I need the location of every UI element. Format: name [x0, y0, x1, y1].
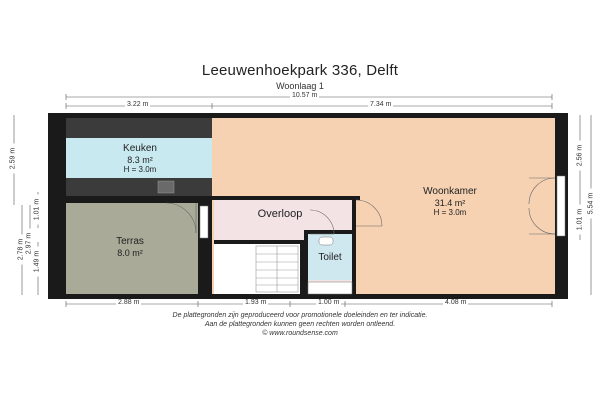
terras-area: 8.0 m² [117, 247, 143, 258]
terras-window [200, 206, 208, 238]
dim-left-upper: 2.59 m [10, 144, 17, 174]
wall-keuken-terras [62, 196, 212, 203]
kitchen-sink [158, 181, 174, 193]
terras-name: Terras [116, 236, 144, 247]
stair-area [214, 244, 300, 294]
woonkamer-name: Woonkamer [423, 186, 477, 197]
keuken-area: 8.3 m² [127, 154, 153, 165]
overloop-name: Overloop [257, 208, 303, 220]
plan-title: Leeuwenhoekpark 336, Delft [201, 62, 399, 79]
dim-bottom-d: 4.08 m [445, 299, 467, 306]
disclaimer-line-2: Aan de plattegronden kunnen geen rechten worden ontleend. [204, 321, 396, 328]
dim-top-total: 10.57 m [292, 92, 318, 99]
balcony-window [557, 176, 565, 236]
kitchen-counter-top [66, 118, 212, 138]
wall-toilet-top [304, 230, 356, 234]
woonkamer-height: H = 3.0m [433, 207, 467, 217]
toilet-name: Toilet [318, 252, 342, 263]
disclaimer-line-1: De plattegronden zijn geproduceerd voor promotionele doeleinden en ter indicatie. [172, 312, 428, 319]
dim-left-mid2: 1.01 m [34, 195, 41, 225]
keuken-name: Keuken [123, 143, 157, 154]
room-label-woonkamer [410, 186, 490, 217]
dim-left-lower: 1.49 m [34, 247, 41, 277]
wall-stair-right [300, 240, 304, 294]
dim-bottom-c: 1.00 m [318, 299, 340, 306]
toilet-bowl [319, 237, 333, 245]
room-label-keuken [110, 143, 170, 174]
dim-bottom-a: 2.88 m [118, 299, 140, 306]
dim-left-total: 2.78 m [18, 235, 25, 265]
kitchen-counter-bottom [66, 178, 212, 196]
wall-overloop-top [210, 196, 360, 200]
dim-top-right: 7.34 m [370, 101, 392, 108]
keuken-height: H = 3.0m [123, 164, 157, 174]
dim-right-upper: 2.56 m [577, 141, 584, 171]
dim-left-mid1: 2.97 m [26, 229, 33, 259]
dim-right-total: 5.54 m [588, 189, 595, 219]
copyright-link[interactable]: © www.roundsense.com [262, 330, 338, 337]
wall-toilet-right [352, 200, 356, 294]
floor-label: Woonlaag 1 [276, 81, 324, 91]
dim-top-left: 3.22 m [127, 101, 149, 108]
woonkamer-area: 31.4 m² [434, 197, 466, 208]
dim-right-mid: 1.01 m [577, 205, 584, 235]
wall-stair-top [214, 240, 304, 244]
meter-cupboard [308, 282, 352, 294]
room-label-terras [100, 236, 160, 258]
dim-bottom-b: 1.93 m [245, 299, 267, 306]
